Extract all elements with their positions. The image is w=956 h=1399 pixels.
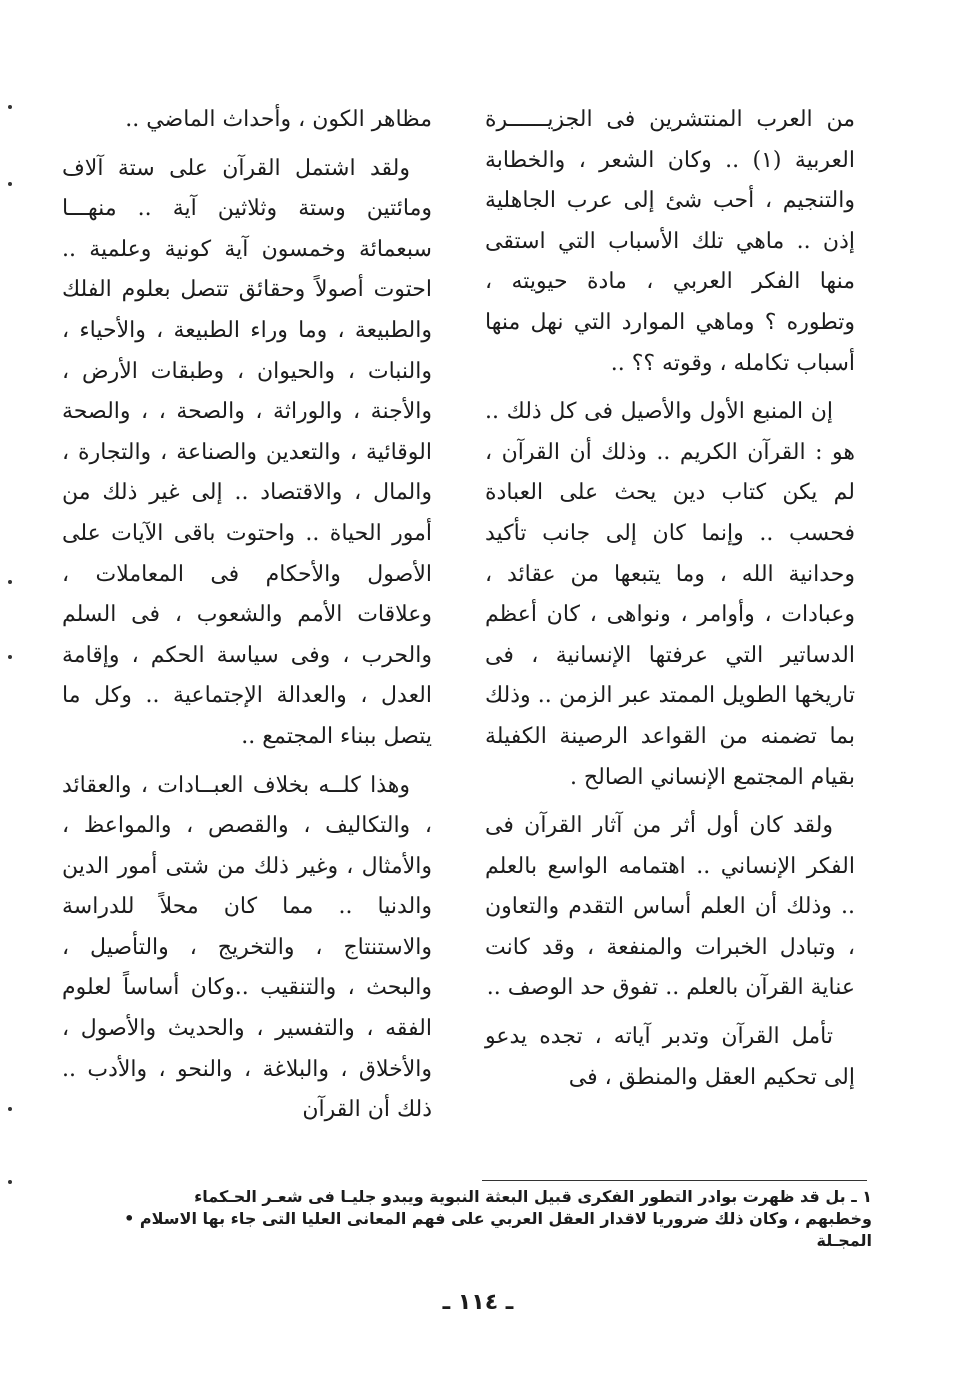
scan-speck bbox=[8, 580, 12, 584]
paragraph: إن المنبع الأول والأصيل فى كل ذلك .. هو : القرآن الكريم .. وذلك أن القرآن ، لم يكن كتاب دين يحث على العبادة فحسب .. وإنما كان إلى جانب تأكيد وحدانية الله ، وما يتبعها من عقائد ، وعبادات ، وأوامر ، ونواهى ، كان أعظم الدساتير التي عرفتها الإنسانية ، فى تاريخها الطويل الممتد عبر الزمن .. وذلك بما تضمنه من القواعد الرصينة الكفيلة بقيام المجتمع الإنساني الصالح . bbox=[485, 399, 855, 790]
paragraph: تأمل القرآن وتدبر آياته ، تجده يدعو إلى تحكيم العقل والمنطق ، فى bbox=[485, 1024, 855, 1090]
scan-speck bbox=[8, 1107, 12, 1111]
paragraph: مظاهر الكون ، وأحداث الماضي .. bbox=[125, 107, 432, 132]
footnote-line: وخطبهم ، وكان ذلك ضروريا لاقدار العقل العربي على فهم المعانى العليا التى جاء بها الاسلام • bbox=[124, 1209, 872, 1228]
footnote-line: ١ ـ بل قد ظهرت بوادر التطور الفكرى قبيل البعثة النبوية ويبدو جليـا فى شعـر الحـكماء bbox=[194, 1187, 872, 1206]
scan-speck bbox=[8, 105, 12, 109]
scan-speck bbox=[8, 182, 12, 186]
paragraph: وهذا كلــه بخلاف العبــادات ، والعقائد ، والتكاليف ، والقصص ، والمواعظ ، والأمثال ، وغير ذلك من شتى أمور الدين والدنيا .. مما كان محلاً للدراسة والاستنتاج ، والتخريج ، والتأصيل ، والبحث ، والتنقيب ..وكان أساساً لعلوم الفقه ، والتفسير ، والحديث والأصول ، والأخلاق ، والبلاغة ، والنحو ، والأدب .. ذلك أن القرآن bbox=[62, 772, 432, 1123]
paragraph: ولقد اشتمل القرآن على ستة آلاف ومائتين وستة وثلاثين آية .. منهـــا سبعمائة وخمسون آية كونية وعلمية .. احتوت أصولاً وحقائق تتصل بعلوم الفلك والطبيعة ، وما وراء الطبيعة ، والأحياء ، والنبات ، والحيوان ، وطبقات الأرض ، والأجنة ، والوراثة ، والصحة ، ، والصحة الوقائية ، والتعدين والصناعة ، والتجارة ، والمال ، والاقتصاد .. إلى غير ذلك من أمور الحياة .. واحتوت باقى الآيات على الأصول والأحكام فى المعاملات ، وعلاقات الأمم والشعوب ، فى السلم والحرب ، وفى سياسة الحكم ، وإقامة العدل ، والعدالة الإجتماعية .. وكل ما يتصل ببناء المجتمع .. bbox=[62, 155, 432, 749]
right-column bbox=[485, 100, 855, 1106]
left-column bbox=[62, 100, 432, 1139]
paragraph: ولقد كان أول أثر من آثار القرآن فى الفكر الإنساني .. اهتمامه الواسع بالعلم .. وذلك أن العلم أساس التقدم والتعاون ، وتبادل الخبرات والمنفعة ، وقد كانت عناية القرآن بالعلم .. تفوق حد الوصف .. bbox=[485, 813, 855, 1001]
footnote-source: المجـلة bbox=[816, 1231, 872, 1250]
scan-speck bbox=[8, 655, 12, 659]
scan-speck bbox=[8, 1180, 12, 1184]
footnote-divider bbox=[482, 1180, 867, 1181]
page-number: ـ ١١٤ ـ bbox=[442, 1290, 514, 1315]
footnote bbox=[62, 1186, 872, 1252]
paragraph: من العرب المنتشرين فى الجزيــــــرة العربية (١) .. وكان الشعر ، والخطابة والتنجيم ، أحب شئ إلى عرب الجاهلية إذن .. ماهي تلك الأسباب التي استقى منها الفكر العربي ، مادة حيويته ، وتطوره ؟ وماهي الموارد التي نهل منها أسباب تكامله ، وقوته ؟؟ .. bbox=[485, 107, 855, 376]
